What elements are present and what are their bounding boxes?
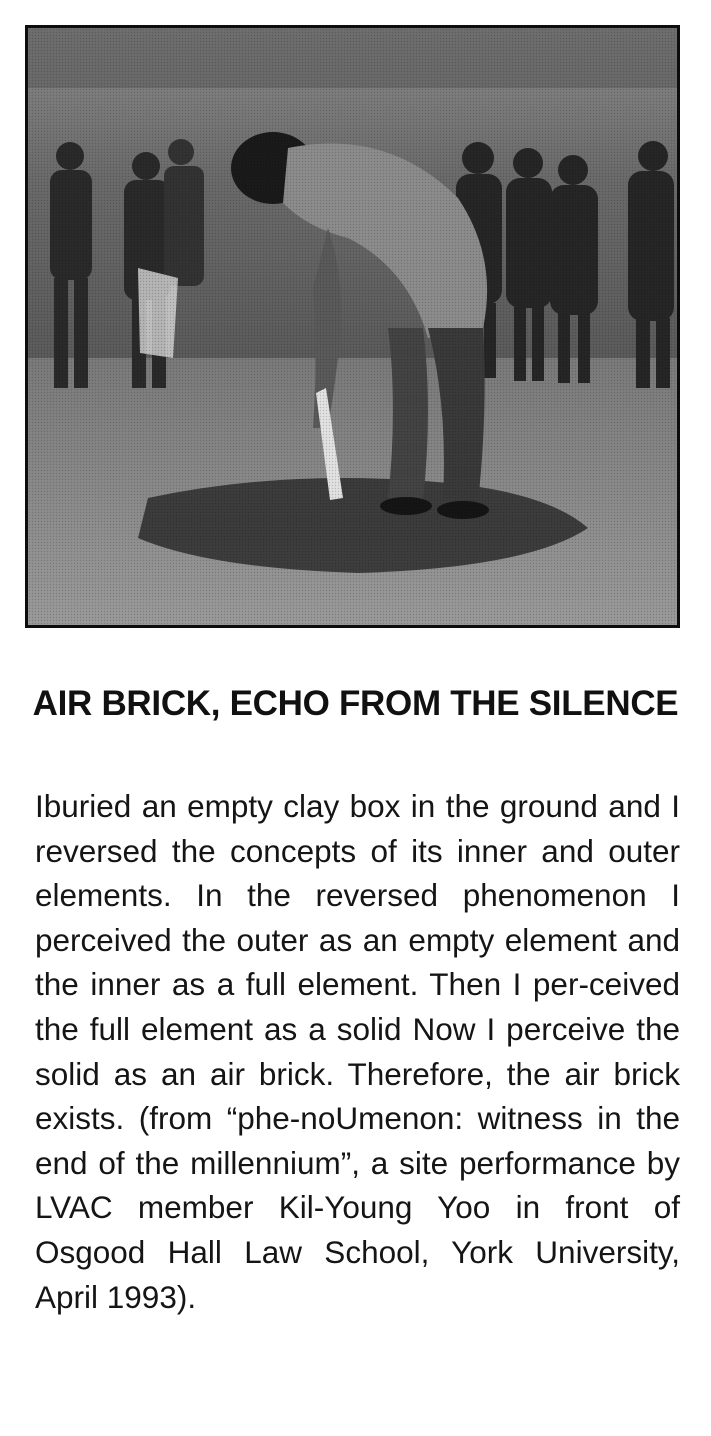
- photo-illustration: [28, 28, 677, 625]
- article-body: Iburied an empty clay box in the ground and I reversed the concepts of its inner and outer elements. In the reversed phenomenon I perceived the outer as an empty element and the inner as a full element. Then I per-ceived the full element as a solid Now I perceive the solid as an air brick. Therefore, the air brick exists. (from “phe-noUmenon: witness in the end of the millennium”, a site performance by LVAC member Kil-Young Yoo in front of Osgood Hall Law School, York University, April 1993).: [35, 788, 680, 1315]
- article-title: AIR BRICK, ECHO FROM THE SILENCE: [32, 684, 679, 723]
- performance-photo: [25, 25, 680, 628]
